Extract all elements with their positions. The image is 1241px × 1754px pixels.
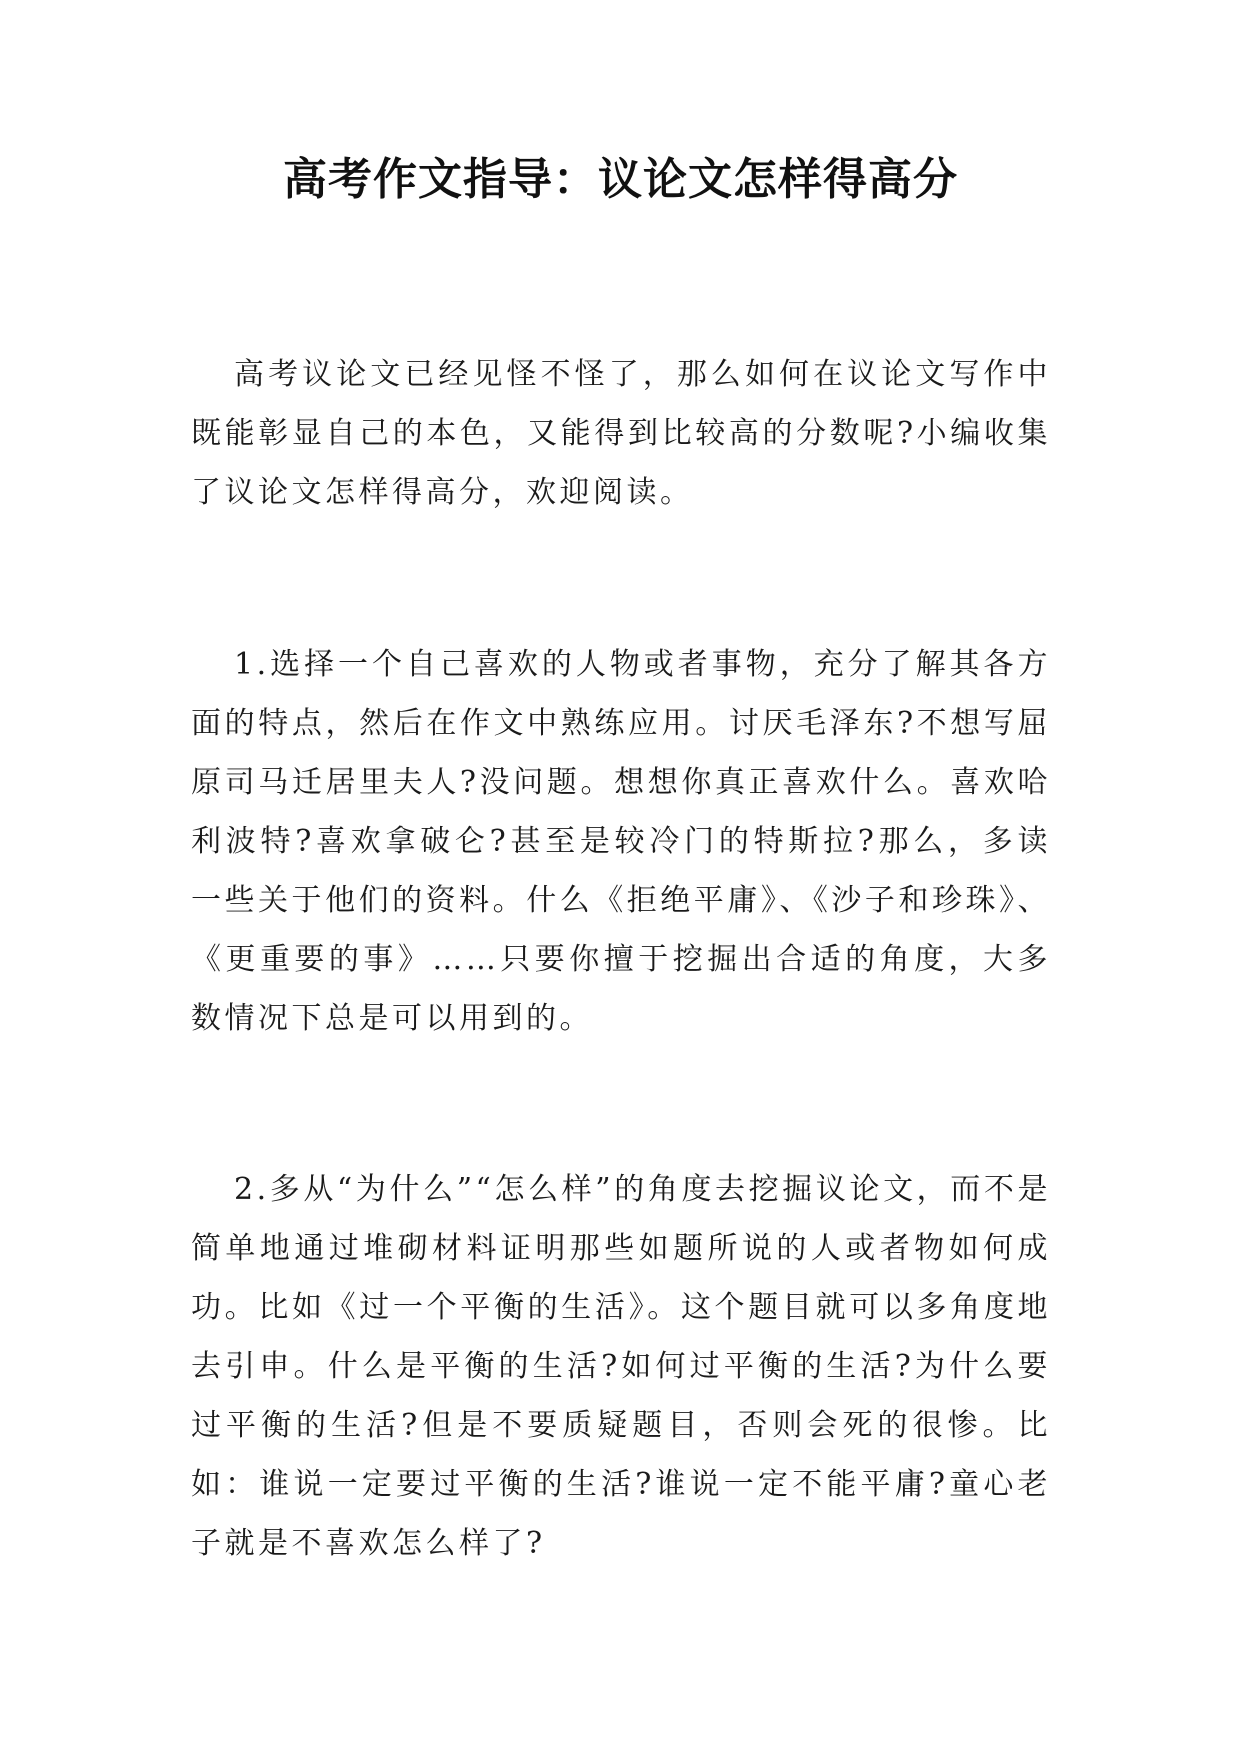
intro-paragraph: 高考议论文已经见怪不怪了，那么如何在议论文写作中既能彰显自己的本色，又能得到比较高的分数呢?小编收集了议论文怎样得高分，欢迎阅读。 [191, 357, 1051, 510]
point-2-paragraph: 2.多从“为什么”“怎么样”的角度去挖掘议论文，而不是简单地通过堆砌材料证明那些如题所说的人或者物如何成功。比如《过一个平衡的生活》。这个题目就可以多角度地去引申。什么是平衡的生活?如何过平衡的生活?为什么要过平衡的生活?但是不要质疑题目，否则会死的很惨。比如：谁说一定要过平衡的生活?谁说一定不能平庸?童心老子就是不喜欢怎么样了? [191, 1172, 1051, 1561]
point-1-paragraph: 1.选择一个自己喜欢的人物或者事物，充分了解其各方面的特点，然后在作文中熟练应用。讨厌毛泽东?不想写屈原司马迁居里夫人?没问题。想想你真正喜欢什么。喜欢哈利波特?喜欢拿破仑?甚至是较冷门的特斯拉?那么，多读一些关于他们的资料。什么《拒绝平庸》、《沙子和珍珠》、《更重要的事》……只要你擅于挖掘出合适的角度，大多数情况下总是可以用到的。 [191, 647, 1051, 1036]
document-title: 高考作文指导：议论文怎样得高分 [283, 154, 958, 205]
